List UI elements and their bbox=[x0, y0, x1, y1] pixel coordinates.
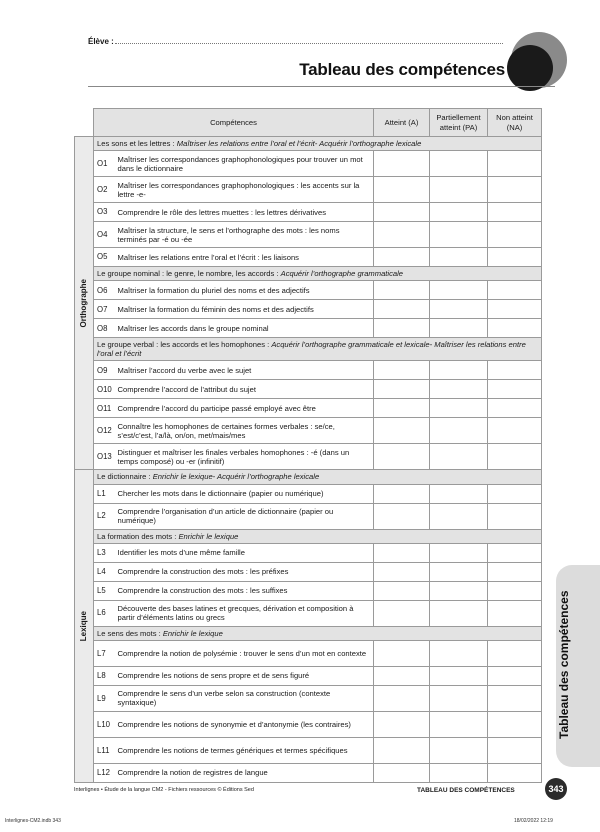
cell-non-atteint[interactable] bbox=[488, 399, 542, 418]
cell-atteint[interactable] bbox=[374, 600, 430, 626]
cell-non-atteint[interactable] bbox=[488, 711, 542, 737]
competence-code: L11 bbox=[94, 737, 116, 763]
competence-code: L6 bbox=[94, 600, 116, 626]
cell-non-atteint[interactable] bbox=[488, 418, 542, 444]
header-competences: Compétences bbox=[94, 109, 374, 137]
section-title bbox=[94, 470, 542, 484]
section-title-plain: Le groupe nominal : le genre, le nombre, les accords : bbox=[97, 269, 281, 279]
cell-partiellement[interactable] bbox=[430, 418, 488, 444]
cell-partiellement[interactable] bbox=[430, 203, 488, 222]
cell-atteint[interactable] bbox=[374, 711, 430, 737]
competence-row bbox=[75, 177, 542, 203]
cell-atteint[interactable] bbox=[374, 737, 430, 763]
domain-cell bbox=[75, 470, 94, 782]
cell-partiellement[interactable] bbox=[430, 543, 488, 562]
cell-atteint[interactable] bbox=[374, 361, 430, 380]
competence-row bbox=[75, 711, 542, 737]
competence-row bbox=[75, 685, 542, 711]
cell-partiellement[interactable] bbox=[430, 380, 488, 399]
competence-text: Comprendre le rôle des lettres muettes : les lettres dérivatives bbox=[116, 203, 374, 222]
section-title-plain: La formation des mots : bbox=[97, 531, 179, 541]
competence-code: L3 bbox=[94, 543, 116, 562]
competences-table bbox=[74, 108, 542, 783]
cell-atteint[interactable] bbox=[374, 281, 430, 300]
cell-atteint[interactable] bbox=[374, 484, 430, 503]
cell-partiellement[interactable] bbox=[430, 319, 488, 338]
domain-label: Orthographe bbox=[79, 278, 89, 328]
cell-partiellement[interactable] bbox=[430, 222, 488, 248]
competence-code: L12 bbox=[94, 763, 116, 782]
cell-partiellement[interactable] bbox=[430, 444, 488, 470]
competence-row bbox=[75, 319, 542, 338]
competence-row bbox=[75, 600, 542, 626]
cell-partiellement[interactable] bbox=[430, 248, 488, 267]
decor-circle-dark bbox=[507, 45, 553, 91]
competence-code: O8 bbox=[94, 319, 116, 338]
cell-non-atteint[interactable] bbox=[488, 203, 542, 222]
section-title-plain: Les sons et les lettres : bbox=[97, 139, 177, 148]
footer-section-title: TABLEAU DES COMPÉTENCES bbox=[417, 787, 515, 794]
page-title: Tableau des compétences bbox=[299, 60, 505, 79]
competence-text: Comprendre la notion de registres de langue bbox=[116, 763, 374, 782]
section-row bbox=[75, 626, 542, 640]
competence-row bbox=[75, 281, 542, 300]
cell-partiellement[interactable] bbox=[430, 763, 488, 782]
cell-atteint[interactable] bbox=[374, 248, 430, 267]
competence-code: O12 bbox=[94, 418, 116, 444]
domain-label: Lexique bbox=[79, 610, 89, 642]
competence-text: Maîtriser les accords dans le groupe nominal bbox=[116, 319, 374, 338]
competence-code: O3 bbox=[94, 203, 116, 222]
section-title-plain: Le dictionnaire : bbox=[97, 472, 153, 482]
print-file-mark: Interlignes-CM2.indb 343 bbox=[5, 818, 61, 824]
competence-text: Comprendre l’accord de l’attribut du sujet bbox=[116, 380, 374, 399]
cell-atteint[interactable] bbox=[374, 666, 430, 685]
cell-atteint[interactable] bbox=[374, 177, 430, 203]
cell-atteint[interactable] bbox=[374, 203, 430, 222]
competence-row bbox=[75, 399, 542, 418]
cell-partiellement[interactable] bbox=[430, 562, 488, 581]
competence-code: O2 bbox=[94, 177, 116, 203]
section-title bbox=[94, 137, 542, 151]
competence-code: O6 bbox=[94, 281, 116, 300]
competence-row bbox=[75, 300, 542, 319]
cell-partiellement[interactable] bbox=[430, 484, 488, 503]
header-non-atteint: Non atteint (NA) bbox=[488, 109, 542, 137]
cell-atteint[interactable] bbox=[374, 581, 430, 600]
section-title bbox=[94, 626, 542, 640]
cell-non-atteint[interactable] bbox=[488, 685, 542, 711]
cell-non-atteint[interactable] bbox=[488, 600, 542, 626]
competence-text: Comprendre les notions de synonymie et d’antonymie (les contraires) bbox=[116, 711, 374, 737]
cell-atteint[interactable] bbox=[374, 222, 430, 248]
competence-text: Identifier les mots d’une même famille bbox=[116, 543, 374, 562]
competence-row bbox=[75, 380, 542, 399]
section-row bbox=[75, 338, 542, 361]
cell-non-atteint[interactable] bbox=[488, 562, 542, 581]
cell-atteint[interactable] bbox=[374, 763, 430, 782]
section-row bbox=[75, 529, 542, 543]
cell-partiellement[interactable] bbox=[430, 300, 488, 319]
competence-row bbox=[75, 503, 542, 529]
page-number: 343 bbox=[545, 778, 567, 800]
competence-row bbox=[75, 666, 542, 685]
competence-text: Maîtriser les correspondances graphophonologiques pour trouver un mot dans le dictionnaire bbox=[116, 151, 374, 177]
competence-row bbox=[75, 484, 542, 503]
competence-code: L5 bbox=[94, 581, 116, 600]
competence-row bbox=[75, 640, 542, 666]
cell-non-atteint[interactable] bbox=[488, 281, 542, 300]
competence-row bbox=[75, 203, 542, 222]
competence-code: L9 bbox=[94, 685, 116, 711]
section-title bbox=[94, 338, 542, 361]
section-row bbox=[75, 267, 542, 281]
cell-non-atteint[interactable] bbox=[488, 248, 542, 267]
cell-non-atteint[interactable] bbox=[488, 222, 542, 248]
cell-partiellement[interactable] bbox=[430, 737, 488, 763]
competence-text: Maîtriser la formation du pluriel des noms et des adjectifs bbox=[116, 281, 374, 300]
competence-row bbox=[75, 543, 542, 562]
competence-text: Distinguer et maîtriser les finales verbales homophones : -é (dans un temps composé) ou -er (infinitif) bbox=[116, 444, 374, 470]
competence-text: Comprendre l’accord du participe passé employé avec être bbox=[116, 399, 374, 418]
cell-partiellement[interactable] bbox=[430, 503, 488, 529]
cell-atteint[interactable] bbox=[374, 503, 430, 529]
cell-partiellement[interactable] bbox=[430, 151, 488, 177]
section-title-italic: Acquérir l’orthographe grammaticale et lexicale- Maîtriser les relations entre l’oral et l’écrit bbox=[97, 340, 526, 359]
side-tab-label: Tableau des compétences bbox=[557, 590, 571, 740]
competence-code: O7 bbox=[94, 300, 116, 319]
cell-partiellement[interactable] bbox=[430, 177, 488, 203]
competence-row bbox=[75, 763, 542, 782]
section-title-italic: Enrichir le lexique- Acquérir l’orthographe lexicale bbox=[152, 472, 320, 482]
cell-partiellement[interactable] bbox=[430, 581, 488, 600]
competence-code: O4 bbox=[94, 222, 116, 248]
cell-atteint[interactable] bbox=[374, 151, 430, 177]
competence-text: Maîtriser la structure, le sens et l’orthographe des mots : les noms terminés par -é ou -ée bbox=[116, 222, 374, 248]
cell-partiellement[interactable] bbox=[430, 399, 488, 418]
section-title bbox=[94, 267, 542, 281]
cell-non-atteint[interactable] bbox=[488, 300, 542, 319]
header-atteint: Atteint (A) bbox=[374, 109, 430, 137]
competence-text: Maîtriser les relations entre l’oral et l’écrit : les liaisons bbox=[116, 248, 374, 267]
competence-code: L10 bbox=[94, 711, 116, 737]
cell-atteint[interactable] bbox=[374, 543, 430, 562]
cell-partiellement[interactable] bbox=[430, 711, 488, 737]
cell-non-atteint[interactable] bbox=[488, 737, 542, 763]
competence-row bbox=[75, 418, 542, 444]
cell-atteint[interactable] bbox=[374, 399, 430, 418]
competence-text: Comprendre la construction des mots : les suffixes bbox=[116, 581, 374, 600]
cell-atteint[interactable] bbox=[374, 418, 430, 444]
domain-cell bbox=[75, 137, 94, 470]
competence-code: L1 bbox=[94, 484, 116, 503]
competence-code: L2 bbox=[94, 503, 116, 529]
cell-atteint[interactable] bbox=[374, 640, 430, 666]
cell-atteint[interactable] bbox=[374, 444, 430, 470]
competence-row bbox=[75, 581, 542, 600]
competence-code: O11 bbox=[94, 399, 116, 418]
competence-row bbox=[75, 222, 542, 248]
cell-non-atteint[interactable] bbox=[488, 581, 542, 600]
competence-row bbox=[75, 444, 542, 470]
cell-non-atteint[interactable] bbox=[488, 503, 542, 529]
competence-row bbox=[75, 248, 542, 267]
cell-partiellement[interactable] bbox=[430, 640, 488, 666]
header-partiellement: Partiellement atteint (PA) bbox=[430, 109, 488, 137]
section-row bbox=[75, 137, 542, 151]
cell-non-atteint[interactable] bbox=[488, 177, 542, 203]
competence-row bbox=[75, 361, 542, 380]
header-corner bbox=[75, 109, 94, 137]
competence-code: O9 bbox=[94, 361, 116, 380]
competence-code: L7 bbox=[94, 640, 116, 666]
cell-non-atteint[interactable] bbox=[488, 543, 542, 562]
competence-text: Maîtriser les correspondances graphophonologiques : les accents sur la lettre -e- bbox=[116, 177, 374, 203]
cell-atteint[interactable] bbox=[374, 380, 430, 399]
cell-atteint[interactable] bbox=[374, 685, 430, 711]
competence-code: O13 bbox=[94, 444, 116, 470]
competence-code: O10 bbox=[94, 380, 116, 399]
competence-row bbox=[75, 562, 542, 581]
competence-text: Comprendre les notions de sens propre et de sens figuré bbox=[116, 666, 374, 685]
section-title-italic: Acquérir l’orthographe grammaticale bbox=[280, 269, 404, 279]
eleve-name-line bbox=[115, 43, 503, 44]
print-date-mark: 18/02/2022 12:19 bbox=[514, 818, 553, 824]
section-title-plain: Le groupe verbal : les accords et les homophones : bbox=[97, 340, 272, 350]
cell-non-atteint[interactable] bbox=[488, 380, 542, 399]
competence-row bbox=[75, 737, 542, 763]
title-divider bbox=[88, 86, 555, 87]
section-title-italic: Enrichir le lexique bbox=[162, 628, 223, 638]
competence-code: L8 bbox=[94, 666, 116, 685]
cell-non-atteint[interactable] bbox=[488, 444, 542, 470]
cell-non-atteint[interactable] bbox=[488, 151, 542, 177]
competence-text: Découverte des bases latines et grecques, dérivation et composition à partir d’éléments latins ou grecs bbox=[116, 600, 374, 626]
cell-partiellement[interactable] bbox=[430, 281, 488, 300]
cell-non-atteint[interactable] bbox=[488, 319, 542, 338]
section-row bbox=[75, 470, 542, 484]
competence-text: Comprendre le sens d’un verbe selon sa construction (contexte syntaxique) bbox=[116, 685, 374, 711]
cell-non-atteint[interactable] bbox=[488, 666, 542, 685]
section-title-plain: Le sens des mots : bbox=[97, 628, 163, 638]
competence-text: Maîtriser la formation du féminin des noms et des adjectifs bbox=[116, 300, 374, 319]
cell-atteint[interactable] bbox=[374, 319, 430, 338]
competence-text: Comprendre la construction des mots : les préfixes bbox=[116, 562, 374, 581]
footer-credits: Interlignes • Étude de la langue CM2 - Fichiers ressources © Éditions Sed bbox=[74, 787, 254, 793]
competence-code: L4 bbox=[94, 562, 116, 581]
competence-text: Comprendre l’organisation d’un article de dictionnaire (papier ou numérique) bbox=[116, 503, 374, 529]
section-title bbox=[94, 529, 542, 543]
cell-atteint[interactable] bbox=[374, 300, 430, 319]
cell-non-atteint[interactable] bbox=[488, 361, 542, 380]
competence-code: O1 bbox=[94, 151, 116, 177]
section-title-italic: Enrichir le lexique bbox=[178, 531, 239, 541]
section-title-italic: Maîtriser les relations entre l’oral et l’écrit- Acquérir l’orthographe lexicale bbox=[176, 139, 422, 148]
cell-atteint[interactable] bbox=[374, 562, 430, 581]
competence-text: Connaître les homophones de certaines formes verbales : se/ce, s’est/c’est, l’a/là, on/on, met/mais/mes bbox=[116, 418, 374, 444]
competence-text: Maîtriser l’accord du verbe avec le sujet bbox=[116, 361, 374, 380]
competence-text: Chercher les mots dans le dictionnaire (papier ou numérique) bbox=[116, 484, 374, 503]
cell-non-atteint[interactable] bbox=[488, 763, 542, 782]
eleve-label: Élève : bbox=[88, 37, 114, 46]
cell-non-atteint[interactable] bbox=[488, 640, 542, 666]
cell-partiellement[interactable] bbox=[430, 600, 488, 626]
cell-partiellement[interactable] bbox=[430, 361, 488, 380]
competence-text: Comprendre la notion de polysémie : trouver le sens d’un mot en contexte bbox=[116, 640, 374, 666]
cell-partiellement[interactable] bbox=[430, 685, 488, 711]
competence-code: O5 bbox=[94, 248, 116, 267]
cell-partiellement[interactable] bbox=[430, 666, 488, 685]
competence-text: Comprendre les notions de termes génériques et termes spécifiques bbox=[116, 737, 374, 763]
cell-non-atteint[interactable] bbox=[488, 484, 542, 503]
competence-row bbox=[75, 151, 542, 177]
